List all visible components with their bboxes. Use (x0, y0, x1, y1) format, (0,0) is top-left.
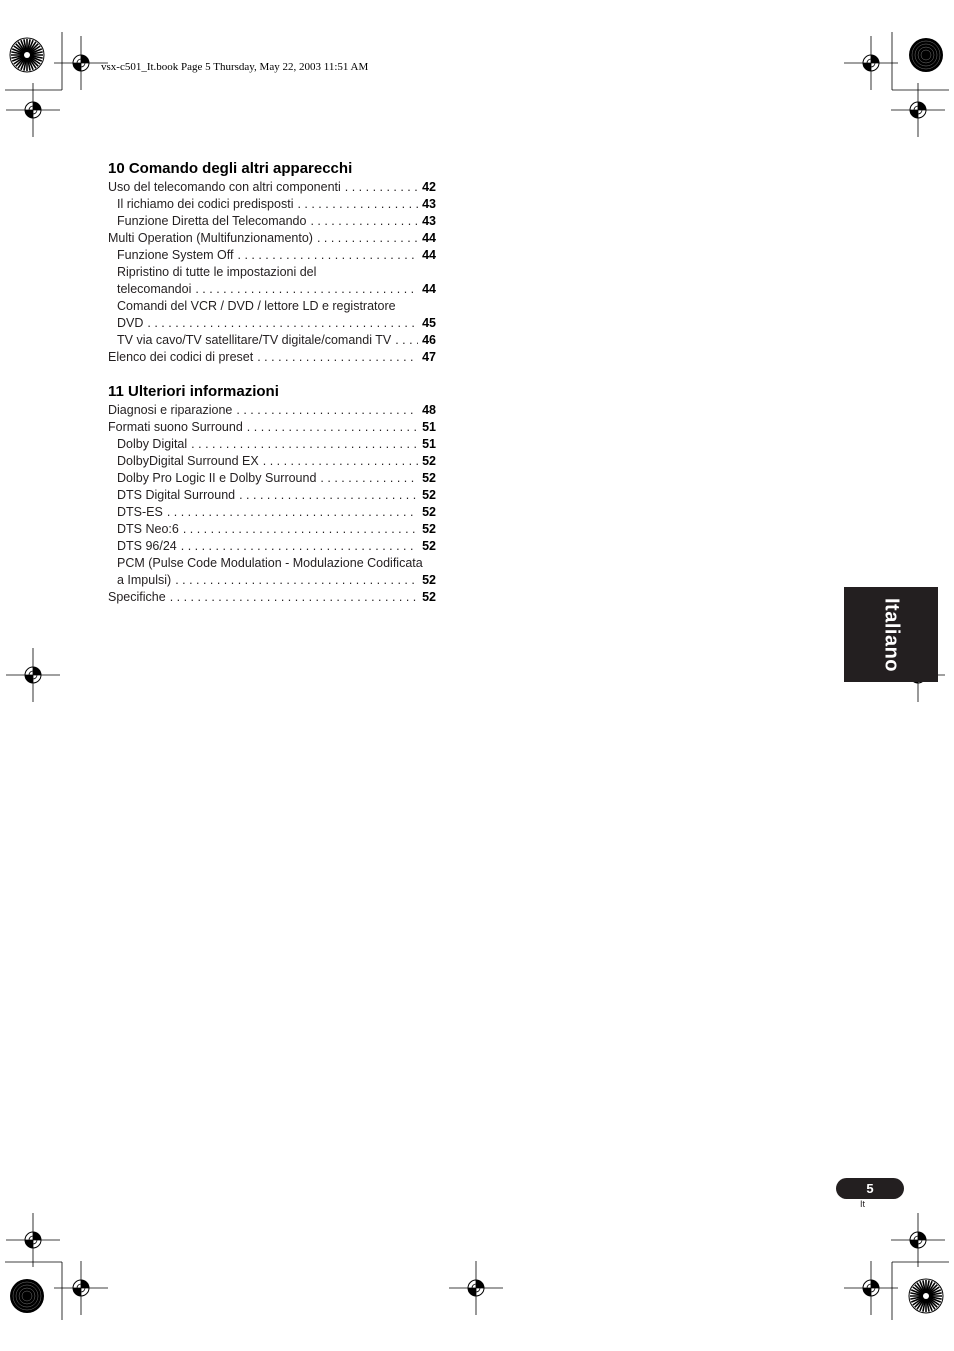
page-ref: 45 (422, 316, 436, 330)
page-ref: 52 (422, 522, 436, 536)
toc-entry-multiline[interactable]: Comandi del VCR / DVD / lettore LD e registratore DVD . . . 45 (108, 298, 436, 332)
section-title: 11 Ulteriori informazioni (108, 383, 279, 400)
toc-entry[interactable]: DTS Digital Surround . . . 52 (108, 487, 436, 504)
page-ref: 44 (422, 282, 436, 296)
page-ref: 48 (422, 403, 436, 417)
toc-entry[interactable]: Multi Operation (Multifunzionamento) . . . 44 (108, 230, 436, 247)
toc-entry[interactable]: Formati suono Surround . . . 51 (108, 419, 436, 436)
toc-entry[interactable]: Specifiche . . . 52 (108, 589, 436, 606)
page-ref: 43 (422, 214, 436, 228)
language-code: It (860, 1199, 866, 1209)
toc-entry[interactable]: Elenco dei codici di preset . . . 47 (108, 349, 436, 366)
toc-entry[interactable]: Funzione Diretta del Telecomando . . . 43 (108, 213, 436, 230)
toc-entry[interactable]: Diagnosi e riparazione . . . 48 (108, 402, 436, 419)
page-ref: 46 (422, 333, 436, 347)
page-ref: 52 (422, 539, 436, 553)
page-ref: 52 (422, 573, 436, 587)
page-ref: 47 (422, 350, 436, 364)
toc-entry[interactable]: DTS-ES . . . 52 (108, 504, 436, 521)
toc-entry[interactable]: DTS 96/24 . . . 52 (108, 538, 436, 555)
page-ref: 44 (422, 231, 436, 245)
toc-entry-multiline[interactable]: Ripristino di tutte le impostazioni del telecomandoi . . . 44 (108, 264, 436, 298)
page-ref: 42 (422, 180, 436, 194)
page-ref: 52 (422, 488, 436, 502)
section-title: 10 Comando degli altri apparecchi (108, 160, 353, 177)
toc-entry[interactable]: Dolby Pro Logic II e Dolby Surround . . . 52 (108, 470, 436, 487)
page-ref: 43 (422, 197, 436, 211)
toc-entry[interactable]: Funzione System Off . . . 44 (108, 247, 436, 264)
toc-entry[interactable]: TV via cavo/TV satellitare/TV digitale/comandi TV . . . 46 (108, 332, 436, 349)
language-side-tab (844, 587, 938, 682)
page-ref: 44 (422, 248, 436, 262)
toc-entry[interactable]: DTS Neo:6 . . . 52 (108, 521, 436, 538)
page-ref: 51 (422, 437, 436, 451)
toc-entry[interactable]: DolbyDigital Surround EX . . . 52 (108, 453, 436, 470)
page-ref: 52 (422, 454, 436, 468)
toc-entry[interactable]: Uso del telecomando con altri componenti . . . 42 (108, 179, 436, 196)
print-header: vsx-c501_It.book Page 5 Thursday, May 22, 2003 11:51 AM (101, 61, 369, 73)
page-ref: 52 (422, 471, 436, 485)
toc-entry[interactable]: Dolby Digital . . . 51 (108, 436, 436, 453)
page-number: 5 (836, 1178, 904, 1199)
page-ref: 52 (422, 590, 436, 604)
toc-entry[interactable]: Il richiamo dei codici predisposti . . . 43 (108, 196, 436, 213)
page-ref: 51 (422, 420, 436, 434)
page-ref: 52 (422, 505, 436, 519)
toc-section-11 (108, 383, 436, 606)
language-label: Italiano (880, 597, 903, 673)
toc-entry-multiline[interactable]: PCM (Pulse Code Modulation - Modulazione Codificata a Impulsi) . . . 52 (108, 555, 436, 589)
toc-section-10 (108, 160, 436, 366)
